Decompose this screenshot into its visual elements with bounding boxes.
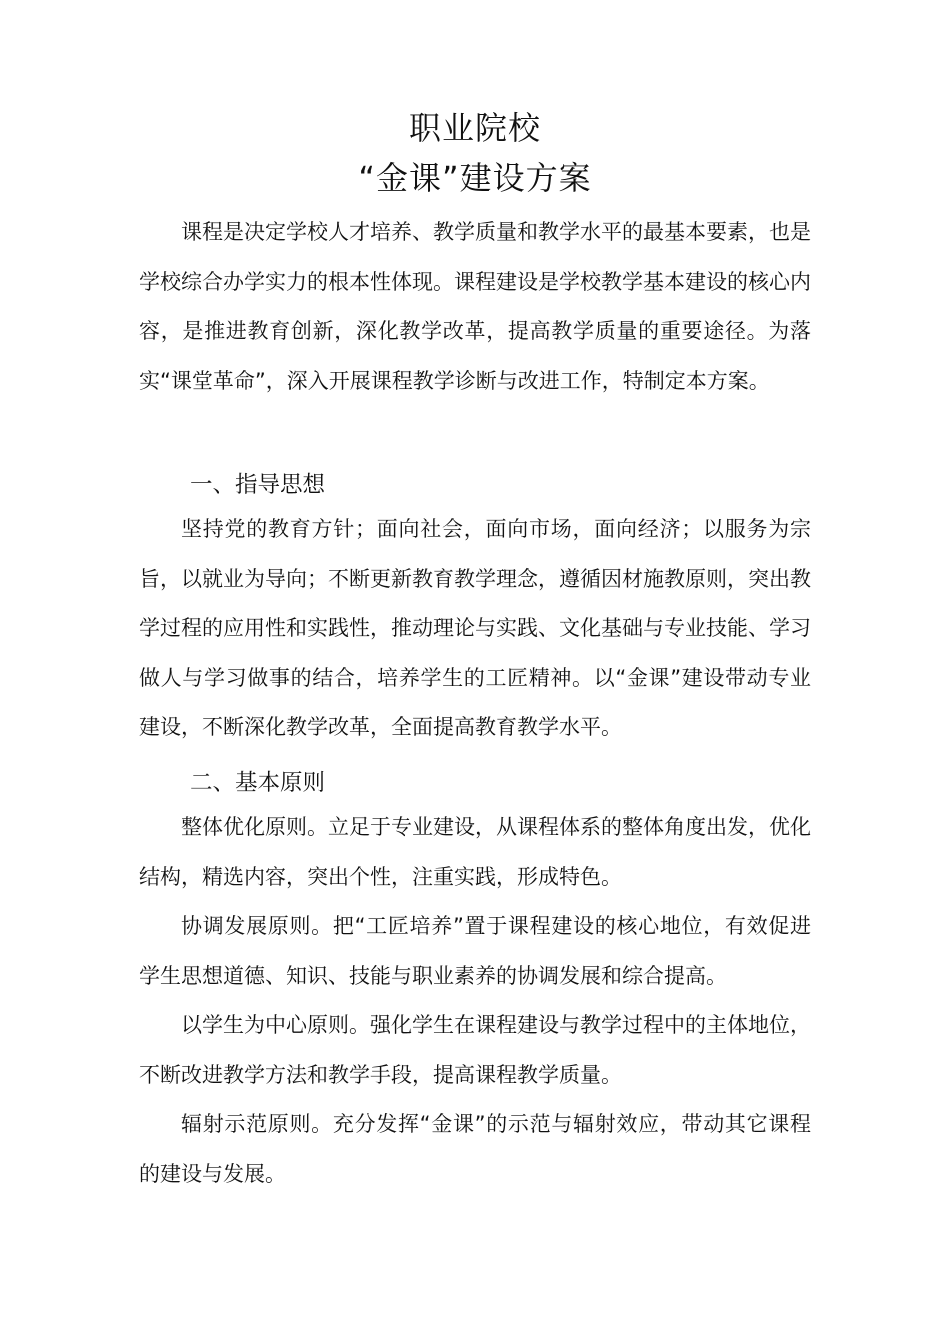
principle-paragraph-student-centered: 以学生为中心原则。强化学生在课程建设与教学过程中的主体地位，不断改进教学方法和教学手段，提高课程教学质量。 — [139, 1013, 811, 1087]
principle-paragraph-demonstration: 辐射示范原则。充分发挥“金课”的示范与辐射效应，带动其它课程的建设与发展。 — [139, 1112, 811, 1186]
document-title-line1: 职业院校 — [408, 109, 541, 147]
principle-paragraph-overall-optimization: 整体优化原则。立足于专业建设，从课程体系的整体角度出发，优化结构，精选内容，突出个性，注重实践，形成特色。 — [139, 815, 811, 889]
principle-paragraph-coordinated-development: 协调发展原则。把“工匠培养”置于课程建设的核心地位，有效促进学生思想道德、知识、技能与职业素养的协调发展和综合提高。 — [139, 914, 811, 988]
document-title-line2: “金课”建设方案 — [358, 159, 592, 197]
section-heading-guiding-ideology: 一、指导思想 — [190, 472, 326, 498]
section-heading-basic-principles: 二、基本原则 — [190, 770, 326, 796]
intro-paragraph: 课程是决定学校人才培养、教学质量和教学水平的最基本要素，也是学校综合办学实力的根本性体现。课程建设是学校教学基本建设的核心内容，是推进教育创新，深化教学改革，提高教学质量的重要途径。为落实“课堂革命”，深入开展课程教学诊断与改进工作，特制定本方案。 — [139, 220, 811, 393]
guiding-ideology-paragraph: 坚持党的教育方针；面向社会，面向市场，面向经济；以服务为宗旨，以就业为导向；不断更新教育教学理念，遵循因材施教原则，突出教学过程的应用性和实践性，推动理论与实践、文化基础与专业技能、学习做人与学习做事的结合，培养学生的工匠精神。以“金课”建设带动专业建设，不断深化教学改革，全面提高教育教学水平。 — [139, 517, 811, 740]
